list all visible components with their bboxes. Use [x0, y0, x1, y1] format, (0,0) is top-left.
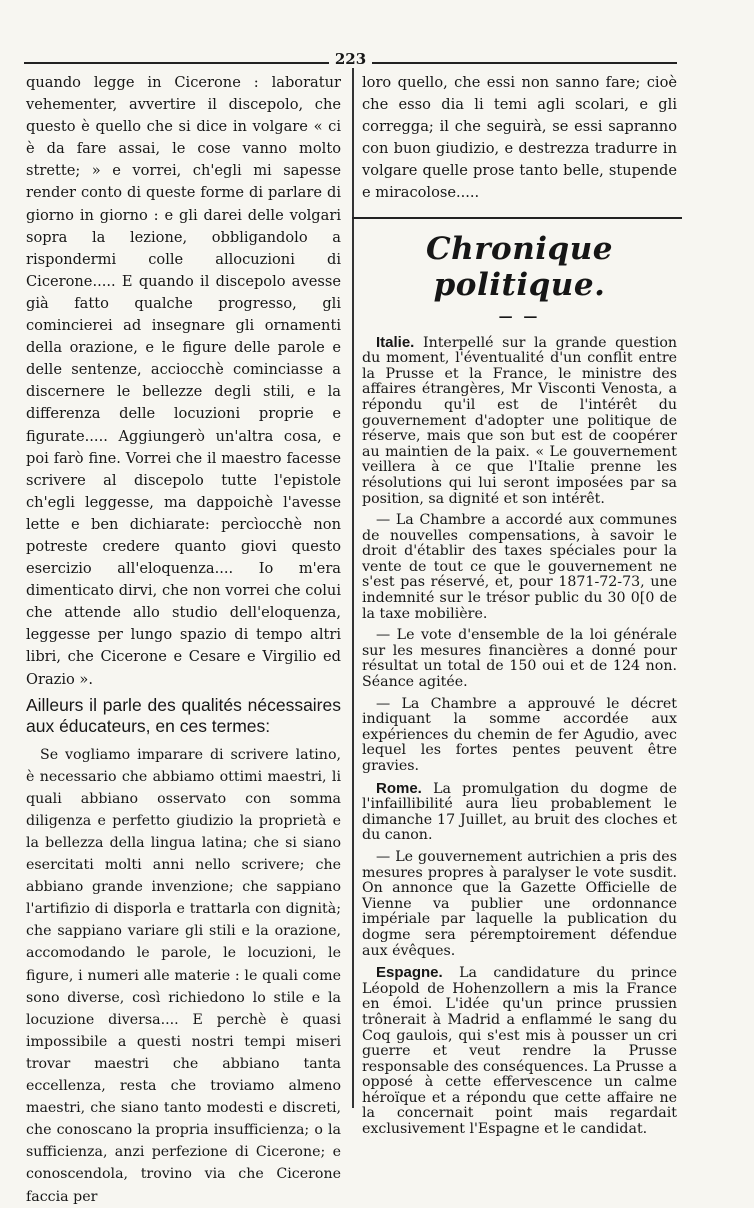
- italian-quote: Se vogliamo imparare di scrivere latino, è necessario che abbiamo ottimi maestri, li quali abbiano osservato con somma diligenza e perfetto giudizio la proprietà e la bellezza della lingua latina; che si siano esercitati molti anni nello scrivere; che abbiano grande invenzione; che sappiano l'artifizio di disporla e trattarla con dignità; che sappiano variare gli stili e la orazione, accomodando le parole, le locuzioni, le figure, i numeri alle materie : le quali come sono diverse, così richiedono lo stile e la locuzione diversa.... E perchè è quasi impossibile a questi nostri tempi miseri trovar maestri che abbiano tanta eccellenza, resta che troviamo almeno maestri, che siano tanto modesti e discreti, che conoscano la propria insufficienza; o la sufficienza, anzi perfezione di Cicerone; e conoscendola, trovino via che Cicerone faccia per: [26, 746, 341, 1205]
- news-country: Rome.: [376, 779, 422, 797]
- news-text: Interpellé sur la grande question du moment, l'éventualité d'un conflit entre la Prusse et la France, le ministre des affaires étrangères, Mr Visconti Venosta, a répondu qu'il est de l'intérêt du gouvernement d'adopter une politique de réserve, mais que son but est de coopérer au maintien de la paix. « Le gouvernement veillera à ce que l'Italie prenne les résolutions qui lui seront imposées par sa position, sa dignité et son intérêt.: [362, 334, 677, 507]
- news-item: [362, 628, 677, 690]
- news-item: [362, 513, 677, 622]
- header-rule-left: [24, 62, 329, 64]
- news-text: La candidature du prince Léopold de Hohenzollern a mis la France en émoi. L'idée qu'un prince prussien trônerait à Madrid a enflammé le sang du Coq gaulois, qui s'est mis à pousser un cri guerre et veut rendre la Prusse responsable des conséquences. La Prusse a opposé à cette effervescence un calme héroïque et a répondu que cette affaire ne la concernait point mais regardait exclusivement l'Espagne et le candidat.: [362, 965, 677, 1138]
- news-country: Italie.: [376, 333, 415, 351]
- page-number: 223: [334, 50, 367, 68]
- news-item: [362, 965, 677, 1138]
- section-rule: [352, 217, 682, 219]
- italian-paragraph: quando legge in Cicerone : laboratur vehementer, avvertire il discepolo, che questo è quello che si dice in volgare « ci è da fare assai, le cose vanno molto strette; » e vorrei, ch'egli mi sapesse render conto di queste forme di parlare di giorno in giorno : e gli darei delle volgari sopra la lezione, obbligandolo a rispondermi colle allocuzioni di Cicerone..... E quando il discepolo avesse già fatto qualche progresso, gli comincierei ad insegnare gli ornamenti della orazione, e le figure delle parole e delle sentenze, acciocchè cominciasse a discernere le bellezze degli stili, e la differenza delle locuzioni proprie e figurate..... Aggiungerò un'altra cosa, e poi farò fine. Vorrei che il maestro facesse scrivere al discepolo tutte l'epistole ch'egli leggesse, ma dappoichè l'avesse lette e ben dichiarate: percìocchè non potreste credere quanto giovi questo esercizio all'eloquenza.... Io m'era dimenticato dirvi, che non vorrei che colui che attende allo studio dell'eloquenza, leggesse per lungo spazio di tempo altri libri, che Cicerone e Cesare e Virgilio ed Orazio ».: [26, 74, 341, 688]
- news-text: — Le gouvernement autrichien a pris des mesures propres à paralyser le vote susdit. On annonce que la Gazette Officielle de Vienne va publier une ordonnance impériale par laquelle la publication du dogme sera péremptoirement défendue aux évêques.: [362, 848, 677, 959]
- column-divider: [352, 68, 354, 1108]
- news-country: Espagne.: [376, 964, 443, 982]
- left-column: [26, 72, 341, 1208]
- french-intro: Ailleurs il parle des qualités nécessaires aux éducateurs, en ces termes:: [26, 694, 341, 737]
- news-text: — La Chambre a accordé aux communes de nouvelles compensations, à savoir le droit d'établir des taxes spéciales pour la vente de tout ce que le gouvernement ne s'est pas réservé, et, pour 1871-72-73, une indemnité sur le trésor public du 30 0[0 de la taxe mobilière.: [362, 512, 677, 622]
- title-dash: — —: [498, 308, 541, 325]
- italian-continuation: loro quello, che essi non sanno fare; cioè che esso dia li temi agli scolari, e gli corregga; il che seguirà, se essi sapranno con buon giudizio, e destrezza tradurre in volgare quelle prose tanto belle, stupende e miracolose.....: [362, 74, 677, 202]
- right-column: [362, 72, 677, 1138]
- news-text: — La Chambre a approuvé le décret indiquant la somme accordée aux expériences du chemin de fer Agudio, avec lequel les fortes pentes peuvent être gravies.: [362, 695, 677, 774]
- news-text: La promulgation du dogme de l'infaillibilité aura lieu probablement le dimanche 17 Juillet, au bruit des cloches et du canon.: [362, 780, 678, 844]
- section-title: Chronique politique.: [426, 230, 613, 303]
- news-item: [362, 850, 677, 959]
- news-item: [362, 781, 677, 844]
- news-item: [362, 697, 677, 775]
- news-list: [362, 335, 677, 1138]
- news-text: — Le vote d'ensemble de la loi générale sur les mesures financières a donné pour résultat un total de 150 oui et de 124 non. Séance agitée.: [362, 627, 677, 691]
- news-item: [362, 335, 677, 508]
- header-rule-right: [372, 62, 677, 64]
